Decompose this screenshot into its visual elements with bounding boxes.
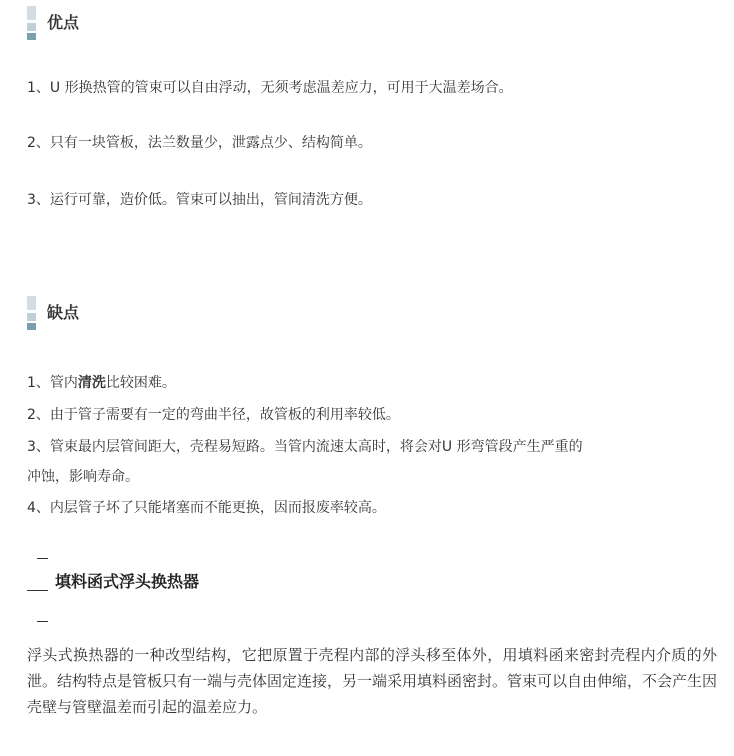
advantages-title: 优点 xyxy=(47,13,80,32)
decorative-dash xyxy=(27,590,48,591)
disadvantage-item-4: 4、内层管子坏了只能堵塞而不能更换，因而报废率较高。 xyxy=(27,500,386,516)
decorative-dash xyxy=(37,558,48,559)
advantage-item-2: 2、只有一块管板，法兰数量少，泄露点少、结构简单。 xyxy=(27,135,372,151)
item-text: 1、管内 xyxy=(27,375,78,391)
disadvantage-item-1 xyxy=(27,372,176,392)
heading-marker-segment xyxy=(27,33,36,40)
heading-marker-icon xyxy=(27,6,36,20)
section-paragraph: 浮头式换热器的一种改型结构，它把原置于壳程内部的浮头移至体外，用填料函来密封壳程内介质的外泄。结构特点是管板只有一端与壳体固定连接，另一端采用填料函密封。管束可以自由伸缩，不会产生因壳壁与管壁温差而引起的温差应力。 xyxy=(27,646,718,716)
section-title: 填料函式浮头换热器 xyxy=(55,572,200,591)
disadvantage-item-3-line-2: 冲蚀，影响寿命。 xyxy=(27,469,139,485)
heading-marker-segment xyxy=(27,23,36,31)
disadvantage-item-2: 2、由于管子需要有一定的弯曲半径，故管板的利用率较低。 xyxy=(27,407,400,423)
heading-marker-icon xyxy=(27,296,36,310)
heading-marker-segment xyxy=(27,323,36,330)
bold-keyword: 清洗 xyxy=(77,375,106,391)
decorative-dash xyxy=(37,621,48,622)
disadvantages-title: 缺点 xyxy=(47,303,80,322)
advantage-item-1: 1、U 形换热管的管束可以自由浮动，无须考虑温差应力，可用于大温差场合。 xyxy=(27,80,513,96)
advantage-item-3: 3、运行可靠，造价低。管束可以抽出，管间清洗方便。 xyxy=(27,192,372,208)
heading-marker-segment xyxy=(27,313,36,321)
item-text: 比较困难。 xyxy=(105,375,176,391)
disadvantage-item-3-line-1: 3、管束最内层管间距大，壳程易短路。当管内流速太高时，将会对U 形弯管段产生严重的 xyxy=(27,439,583,455)
